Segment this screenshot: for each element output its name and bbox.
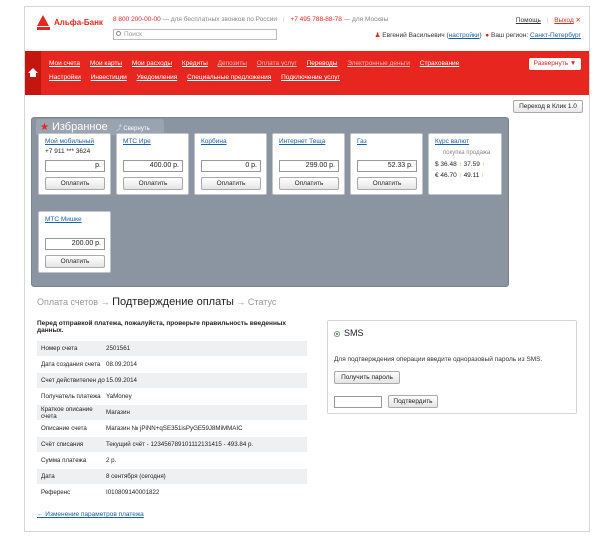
amount-input[interactable]: 0 р. bbox=[201, 160, 261, 172]
favorite-card-name[interactable]: Корбина bbox=[201, 138, 227, 145]
step-payment: Оплата счетов bbox=[37, 297, 99, 307]
table-row bbox=[37, 469, 307, 485]
search-icon bbox=[116, 31, 121, 36]
row-value: I010809140001822 bbox=[106, 489, 160, 496]
step-arrow: → bbox=[100, 297, 110, 307]
row-label: Получатель платежа bbox=[41, 393, 101, 400]
row-label: Дата создания счета bbox=[41, 361, 101, 368]
location-pin-icon: ● bbox=[485, 32, 490, 39]
nav-transfers[interactable]: Переводы bbox=[306, 60, 338, 67]
favorite-card bbox=[38, 133, 111, 195]
user-line: ♟ Евгений Васильевич (настройки) ● Ваш регион: Санкт-Петербург bbox=[374, 32, 581, 39]
pay-button[interactable]: Оплатить bbox=[45, 177, 105, 190]
table-row bbox=[37, 485, 307, 501]
favorite-card bbox=[194, 133, 267, 195]
phone-moscow-note: — для Москвы bbox=[343, 16, 389, 23]
collapse-label: Свернуть bbox=[123, 125, 150, 132]
favorites-title: Избранное bbox=[51, 121, 108, 133]
table-row bbox=[37, 341, 307, 357]
expand-button[interactable]: Развернуть ▼ bbox=[529, 58, 581, 70]
rates-header: покупка продажа bbox=[443, 150, 491, 156]
pay-button[interactable]: Оплатить bbox=[357, 177, 417, 190]
main-navigation bbox=[25, 51, 589, 95]
favorites-panel bbox=[31, 117, 509, 287]
rates-title[interactable]: Курс валют bbox=[435, 138, 470, 145]
rate-usd-buy: $ 36.48 bbox=[435, 161, 457, 168]
divider: | bbox=[546, 17, 549, 24]
nav-special-offers[interactable]: Специальные предложения bbox=[187, 74, 272, 81]
favorite-card bbox=[272, 133, 345, 195]
pay-button[interactable]: Оплатить bbox=[279, 177, 339, 190]
change-params-link[interactable]: ← Изменение параметров платежа bbox=[37, 511, 144, 518]
table-row bbox=[37, 373, 307, 389]
nav-my-accounts[interactable]: Мои счета bbox=[49, 60, 81, 67]
confirm-intro: Перед отправкой платежа, пожалуйста, проверьте правильность введенных данных. bbox=[37, 320, 287, 334]
table-row bbox=[37, 405, 307, 421]
sms-radio[interactable] bbox=[334, 331, 340, 337]
exchange-rates-card bbox=[428, 133, 502, 195]
amount-input[interactable]: 200.00 р. bbox=[45, 238, 105, 250]
rate-eur-buy: € 46.70 bbox=[435, 172, 457, 179]
nav-insurance[interactable]: Страхование bbox=[419, 60, 460, 67]
arrow-up-icon: ↑ bbox=[481, 161, 485, 168]
nav-settings[interactable]: Настройки bbox=[49, 74, 81, 81]
phone-moscow: +7 495 788-88-78 bbox=[290, 16, 342, 23]
favorite-card-name[interactable]: МТС Ире bbox=[123, 138, 151, 145]
table-row bbox=[37, 389, 307, 405]
alfa-logo-icon bbox=[37, 15, 50, 30]
favorite-card-number: +7 911 *** 3624 bbox=[45, 148, 91, 155]
row-value: Магазин bbox=[106, 409, 130, 416]
pay-button[interactable]: Оплатить bbox=[123, 177, 183, 190]
rate-usd-row bbox=[435, 161, 485, 168]
alfa-bank-logo[interactable] bbox=[37, 15, 103, 30]
nav-deposits[interactable]: Депозиты bbox=[217, 60, 247, 67]
confirm-button[interactable]: Подтвердить bbox=[388, 395, 438, 408]
table-row bbox=[37, 421, 307, 437]
nav-my-cards[interactable]: Мои карты bbox=[89, 60, 123, 67]
exit-link[interactable]: Выход bbox=[554, 17, 574, 24]
arrow-up-icon: ↑ bbox=[481, 172, 485, 179]
collapse-link[interactable]: ⤴ Свернуть bbox=[115, 125, 150, 132]
favorite-card-name[interactable]: МТС Мишке bbox=[45, 216, 82, 223]
row-label: Описание счета bbox=[41, 425, 87, 432]
phone-russia-note: — для бесплатных звонков по России bbox=[162, 16, 278, 23]
nav-row-2 bbox=[49, 74, 348, 81]
home-button[interactable] bbox=[25, 51, 41, 95]
arrow-up-icon: ↑ bbox=[458, 172, 462, 179]
user-name: Евгений Васильевич bbox=[382, 32, 445, 39]
nav-connect-services[interactable]: Подключение услуг bbox=[281, 74, 340, 81]
nav-credits[interactable]: Кредиты bbox=[181, 60, 208, 67]
payment-details-table bbox=[37, 341, 307, 501]
step-arrow: → bbox=[236, 297, 246, 307]
switch-klik-button[interactable]: Переход в Клик 1.0 bbox=[513, 100, 583, 113]
row-value: YaMoney bbox=[106, 393, 132, 400]
step-confirmation: Подтверждение оплаты bbox=[112, 296, 234, 308]
row-value: 08.09.2014 bbox=[106, 361, 137, 368]
row-value: 2 р. bbox=[106, 457, 117, 464]
phone-russia: 8 800 200-00-00 bbox=[113, 16, 161, 23]
row-label: Дата bbox=[41, 473, 55, 480]
sms-confirm-panel bbox=[327, 320, 577, 414]
amount-input[interactable]: 52.33 р. bbox=[357, 160, 417, 172]
settings-link[interactable]: настройки bbox=[448, 32, 480, 39]
exit-icon[interactable]: ✕ bbox=[575, 17, 581, 24]
favorite-card bbox=[116, 133, 189, 195]
table-row bbox=[37, 437, 307, 453]
region-link[interactable]: Санкт-Петербург bbox=[530, 32, 581, 39]
row-value: Текущий счёт - 12345678910111213141​5 - 493.84 р. bbox=[106, 441, 254, 448]
arrow-up-icon: ↑ bbox=[458, 161, 462, 168]
nav-row-1 bbox=[49, 60, 467, 67]
row-value: 2501561 bbox=[106, 345, 131, 352]
favorite-card-name[interactable]: Интернет Теща bbox=[279, 138, 326, 145]
password-input[interactable] bbox=[334, 396, 382, 408]
favorite-card-name[interactable]: Мой мобильный bbox=[45, 138, 95, 145]
amount-input[interactable]: 400.00 р. bbox=[123, 160, 183, 172]
region-label: Ваш регион: bbox=[490, 32, 529, 39]
row-label: Референс bbox=[41, 489, 71, 496]
divider: | bbox=[282, 16, 285, 23]
phones-line bbox=[113, 16, 388, 23]
row-value: 8 сентября (сегодня) bbox=[106, 473, 166, 480]
rate-eur-row bbox=[435, 172, 484, 179]
row-label: Сумма платежа bbox=[41, 457, 87, 464]
table-row bbox=[37, 453, 307, 469]
home-icon bbox=[28, 68, 38, 78]
pay-button[interactable]: Оплатить bbox=[201, 177, 261, 190]
amount-input[interactable]: 299.00 р. bbox=[279, 160, 339, 172]
nav-notifications[interactable]: Уведомления bbox=[136, 74, 178, 81]
sms-instructions: Для подтверждения операции введите одноразовый пароль из SMS. bbox=[334, 356, 543, 363]
favorite-card bbox=[350, 133, 423, 195]
search-placeholder: Поиск bbox=[124, 31, 143, 38]
row-label: Краткое описание счета bbox=[41, 405, 93, 420]
top-links bbox=[516, 16, 581, 24]
row-label: Номер счета bbox=[41, 345, 78, 352]
star-icon: ★ bbox=[40, 121, 49, 133]
rate-eur-sell: 49.11 bbox=[463, 172, 480, 179]
breadcrumb-steps bbox=[37, 296, 276, 308]
row-value: Магазин № jPiNN+qSE351isPyGE59J8MiMMAIC bbox=[106, 425, 243, 432]
favorite-card-name[interactable]: Газ bbox=[357, 138, 367, 145]
favorite-card bbox=[38, 211, 111, 273]
step-status: Статус bbox=[247, 297, 277, 307]
search-input[interactable] bbox=[113, 29, 277, 40]
sms-label: SMS bbox=[344, 328, 364, 338]
row-label: Счет действителен до bbox=[41, 377, 105, 384]
get-password-button[interactable]: Получить пароль bbox=[334, 371, 400, 384]
row-label: Счёт списания bbox=[41, 441, 84, 448]
amount-input[interactable]: р. bbox=[45, 160, 105, 172]
nav-investments[interactable]: Инвестиции bbox=[90, 74, 127, 81]
logo-text: Альфа-Банк bbox=[54, 18, 103, 27]
nav-e-money[interactable]: Электронные деньги bbox=[347, 60, 410, 67]
table-row bbox=[37, 357, 307, 373]
user-icon: ♟ bbox=[374, 32, 381, 39]
page-frame bbox=[24, 6, 590, 532]
row-value: 15.09.2014 bbox=[106, 377, 137, 384]
rate-usd-sell: 37.59 bbox=[463, 161, 480, 168]
nav-my-expenses[interactable]: Мои расходы bbox=[131, 60, 173, 67]
help-link[interactable]: Помощь bbox=[515, 17, 541, 24]
pay-button[interactable]: Оплатить bbox=[45, 255, 105, 268]
nav-payments[interactable]: Оплата услуг bbox=[256, 60, 297, 67]
